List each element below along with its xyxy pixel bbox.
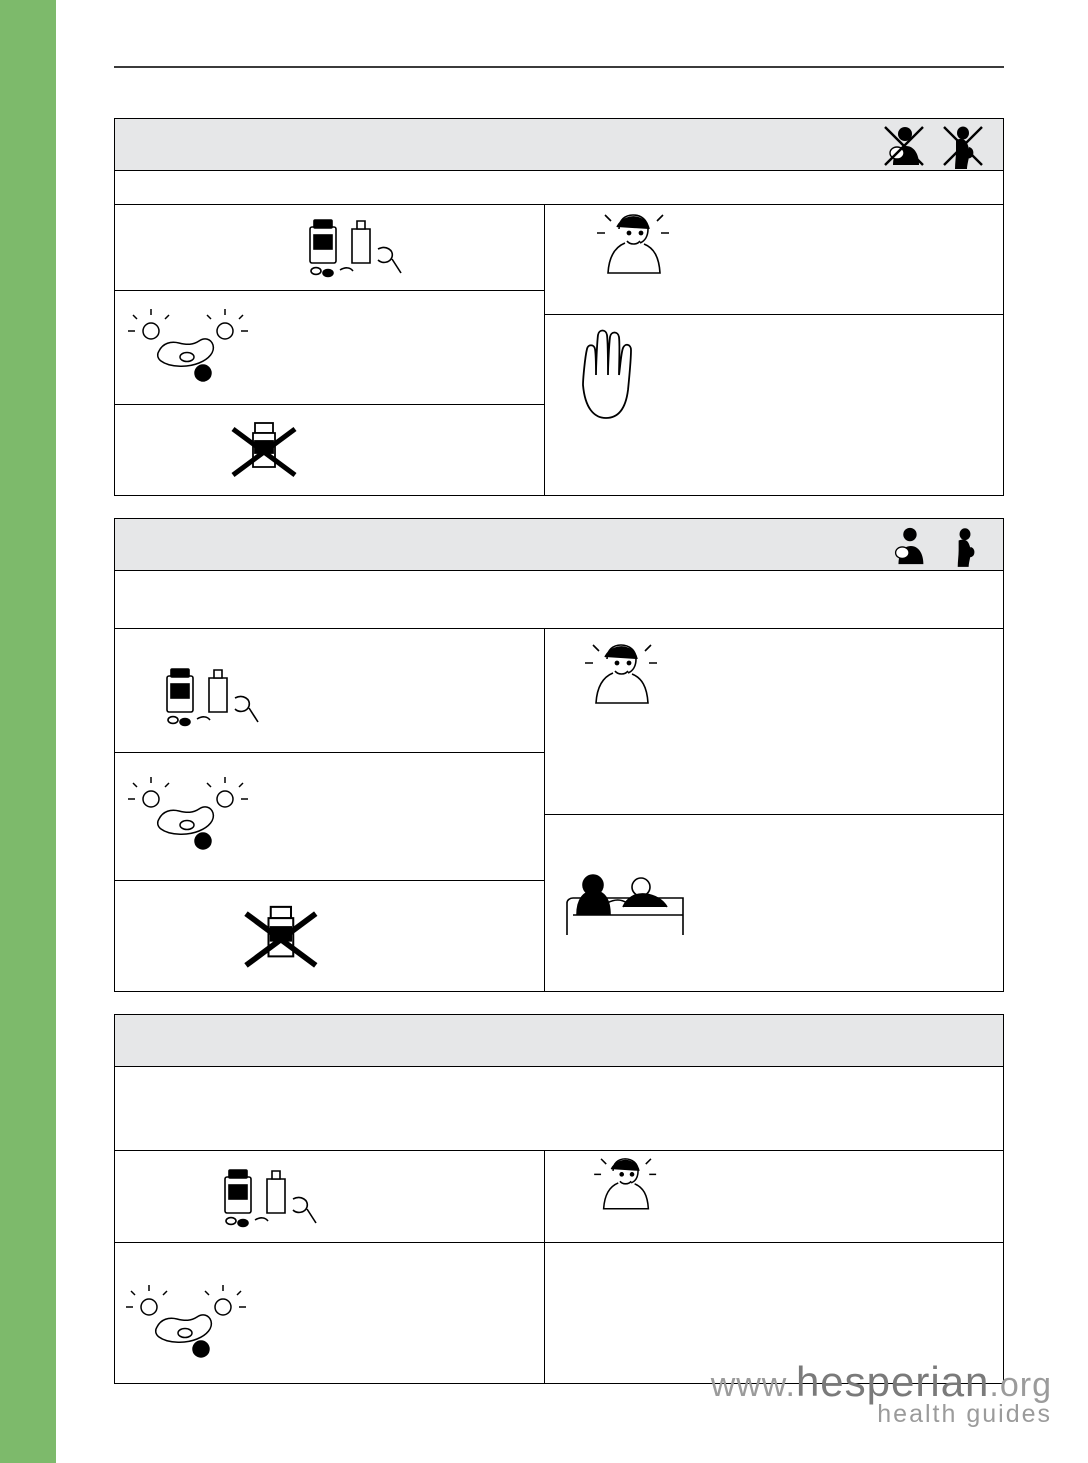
medicine-card-1 bbox=[114, 118, 1004, 496]
card-1-header bbox=[115, 119, 1003, 171]
card-3-cell-dose bbox=[115, 1151, 544, 1243]
woman-with-headache-icon bbox=[591, 209, 677, 305]
card-2-cell-warning bbox=[115, 881, 544, 991]
card-2-note bbox=[115, 571, 1003, 629]
card-1-cell-dose bbox=[115, 205, 544, 291]
card-3-right-column bbox=[545, 1151, 1003, 1383]
card-1-right-column bbox=[545, 205, 1003, 495]
document-page bbox=[56, 0, 1088, 1463]
card-1-note bbox=[115, 171, 1003, 205]
pill-bottle-and-spoon-icon bbox=[157, 657, 267, 737]
footer-www: www. bbox=[710, 1366, 796, 1404]
card-2-left-column bbox=[115, 629, 545, 991]
card-2-body bbox=[115, 629, 1003, 991]
pregnant-not-allowed-icon bbox=[941, 123, 985, 169]
bottle-crossed-out-icon bbox=[225, 411, 305, 485]
pill-bottle-and-spoon-icon bbox=[215, 1161, 325, 1235]
woman-with-headache-icon bbox=[579, 639, 665, 735]
open-hand-stop-icon bbox=[563, 325, 659, 457]
footer-brand: hesperian bbox=[795, 1358, 990, 1405]
card-3-cell-symptom bbox=[545, 1151, 1003, 1243]
card-2-cell-care bbox=[545, 815, 1003, 991]
card-1-cell-warning bbox=[115, 405, 544, 493]
header-rule bbox=[114, 66, 1004, 68]
footer-tld: .org bbox=[989, 1366, 1052, 1404]
hand-with-pills-sun-icon bbox=[125, 775, 255, 853]
card-1-cell-when bbox=[115, 291, 544, 405]
hand-with-pills-sun-icon bbox=[125, 307, 255, 385]
card-2-who-icons bbox=[887, 523, 985, 569]
breastfeeding-not-allowed-icon bbox=[881, 123, 927, 169]
card-3-body bbox=[115, 1151, 1003, 1383]
card-2-header bbox=[115, 519, 1003, 571]
pill-bottle-and-spoon-icon bbox=[300, 213, 410, 283]
card-1-who-icons bbox=[881, 123, 985, 169]
card-2-cell-dose bbox=[115, 629, 544, 753]
card-3-note bbox=[115, 1067, 1003, 1151]
card-3-left-column bbox=[115, 1151, 545, 1383]
left-green-band bbox=[0, 0, 56, 1463]
card-2-right-column bbox=[545, 629, 1003, 991]
person-lying-in-bed-with-helper-icon bbox=[563, 863, 695, 941]
woman-with-headache-icon bbox=[589, 1153, 663, 1237]
card-1-cell-caution bbox=[545, 315, 1003, 495]
medicine-card-2 bbox=[114, 518, 1004, 992]
card-1-cell-symptom bbox=[545, 205, 1003, 315]
card-1-left-column bbox=[115, 205, 545, 495]
card-3-header bbox=[115, 1015, 1003, 1067]
card-2-cell-when bbox=[115, 753, 544, 881]
card-1-body bbox=[115, 205, 1003, 495]
card-3-cell-when bbox=[115, 1243, 544, 1383]
footer-tagline: health guides bbox=[877, 1400, 1052, 1428]
hand-with-pills-sun-icon bbox=[123, 1283, 253, 1361]
pregnant-woman-icon bbox=[945, 523, 985, 569]
bottle-crossed-out-icon bbox=[237, 893, 327, 977]
card-2-cell-symptom bbox=[545, 629, 1003, 815]
hesperian-logo bbox=[711, 1358, 1052, 1429]
medicine-card-3 bbox=[114, 1014, 1004, 1384]
breastfeeding-icon bbox=[887, 523, 931, 569]
